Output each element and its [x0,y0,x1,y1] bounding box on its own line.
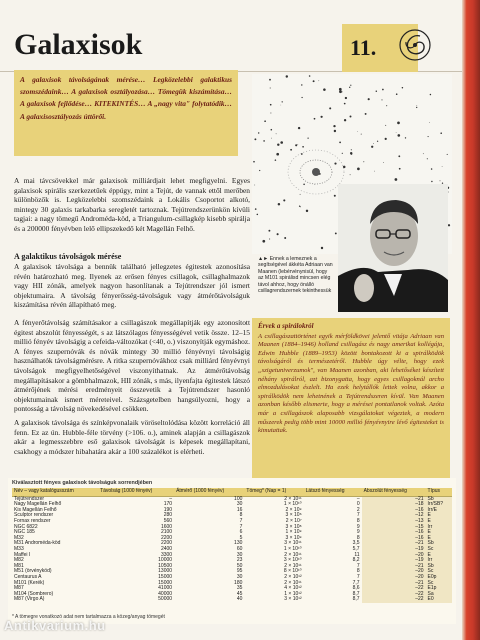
star-dot [397,134,400,137]
table-cell: 40 [236,596,243,603]
table-cell: 7 [356,512,360,519]
star-dot [282,101,283,102]
table-cell: 16 [236,506,243,513]
sidebar-text: A csillagászattörténet egyik mérföldkövei jelentő vitája Adriaan van Maanen (1884–1946) holland csillagász és nagy amerikai kollégája, Edwin Hubble (1889–1953) között bontakozott ki a spirálködök távolságáról és természetéről. Hubble úgy vélte, hogy ezek „szigetuniverzumok", van Maanen azonban, aki lehetőséket készített néhány spirálról, azt bizonygatta, hogy egyes csillagoknál archo elmozdulásokat észlelt. Ha ezek helytállók lettek volna, akkor a spirálködök nem lehetnének a Tejútrendszeren kívül. Van Maanen azonban később elismerte, hogy a mérései pontatlanok voltak. Azóta már a csillagászok alaposabb vizsgálatokat végeztek, a modern műszerek pedig több mint 10000 millió fényévnyire lévő égitesteket is kimutattak. [258,332,444,435]
star-dot [349,87,350,88]
table-header-cell: Név – vagy katalógusszám [12,488,98,496]
star-dot [363,161,364,162]
table-cell: E [426,519,452,525]
table-cell: 2 × 10¹¹ [284,551,302,558]
table-cell: 30 [236,573,243,580]
book-edge [462,0,480,640]
table-cell: 2 × 10¹¹ [284,495,302,502]
star-dot [345,97,347,99]
watermark: Antikvarium.hu [4,618,106,633]
star-dot [270,88,271,89]
table-cell: 3 × 10⁶ [285,512,302,519]
table-cell: 560 [163,517,173,524]
table-cell: 2200 [160,540,173,547]
table-cell: 10500 [158,562,173,569]
table-cell: 11 [354,551,360,558]
table-cell: 3 × 10¹⁰ [283,557,302,564]
paragraph-intro: A mai távcsövekkel már galaxisok milliárdjait lehet megfigyelni. Egyes galaxisok spirális szerkezetűek éppúgy, mint a Tejút, de vannak ettől merőben különbözők is. Legközelebbi szomszédaink a Lokális Csoportot alkotó, mintegy 30 galaxis tarkabarka seregletét tartoznak. Tejútrendszerünkön kívüli tagjai: a nagy tömegű Androméda-köd, a Triangulum-csillagkép kisebb spirálja és a 200000 fényévben lelő ellipszekedő két Magellán Felhő. [14,176,250,233]
table-cell: –22 [362,586,426,592]
table-cell: Irr/E [426,508,452,514]
star-dot [385,138,387,140]
star-dot [333,125,335,127]
table-cell: 3300 [160,551,173,558]
star-dot [342,153,343,154]
chapter-number: 11. [350,35,377,60]
star-dot [440,180,441,181]
table-cell: –21 [362,564,426,570]
table-cell: Irr/SB? [426,502,452,508]
table-cell: 2 [356,506,360,513]
star-dot [254,138,256,140]
star-dot [431,181,432,182]
star-dot [351,149,352,150]
table-cell: E [426,536,452,542]
table-cell: 8 × 10¹⁰ [283,568,302,575]
star-dot [397,122,400,125]
table-cell: 130 [234,540,243,547]
star-dot [270,113,271,114]
sidebar-box [252,318,450,478]
table-cell: 15000 [158,573,173,580]
star-dot [429,122,430,123]
star-dot [276,133,277,134]
table-cell: Nagy Magellán Felhő [14,501,62,508]
table-cell: 7 [356,573,360,580]
table-header-cell: Típus [426,488,452,496]
table-cell: 3 × 10⁹ [285,534,302,541]
star-dot [339,88,342,91]
star-dot [344,119,346,121]
star-dot [405,137,406,138]
star-dot [262,240,265,243]
star-dot [365,113,367,115]
star-dot [277,143,279,145]
table-cell: M31 Androméda-köd [14,540,61,547]
table-header-cell: Átmérő (1000 fényév) [174,488,244,496]
star-dot [301,84,302,85]
table-cell: 180 [234,579,243,586]
star-dot [383,162,384,163]
star-dot [395,178,398,181]
star-dot [377,141,378,142]
star-dot [254,185,255,186]
star-dot [284,237,286,239]
table-cell: 60 [236,545,243,552]
table-cell: –21 [362,496,426,502]
table-cell: 8 [356,568,360,575]
intro-summary: A galaxisok távolságának mérése… Legközelebbi galaktikus szomszédaink… A galaxisok osztályozása… Tömegük kiszámítása… A galaxisok fejlődése… KITEKINTÉS… A „nagy vita" folytatódik… A galaxisosztályozás úttörői. [14,70,238,156]
table-cell: Sculptor rendszer [14,512,54,519]
table-cell: 2 × 10¹² [284,573,302,580]
table-cell: Tejútrendszer [14,495,45,502]
star-dot [334,130,336,132]
galaxy-table-section [8,478,456,624]
table-header-cell: Látszó fényesség [304,488,362,496]
page-title: Galaxisok [14,28,143,61]
table-cell: 1 × 10¹² [284,590,302,597]
section-heading: A galaktikus távolságok mérése [14,252,122,261]
star-dot [381,99,382,100]
table-cell: 2 × 10⁷ [285,517,302,524]
table-cell: 15000 [158,579,173,586]
table-cell: 5 [239,534,243,541]
star-dot [431,168,433,170]
star-dot [278,203,280,205]
table-cell: Sa [426,592,452,598]
star-dot [300,194,301,195]
star-dot [323,88,326,91]
star-dot [303,184,305,186]
star-dot [301,97,302,98]
table-cell: –19 [362,558,426,564]
star-dot [423,153,424,154]
table-cell: Irr [426,525,452,531]
star-dot [386,105,387,106]
table-cell: –19 [362,547,426,553]
table-cell: 3,5 [352,540,360,547]
table-cell: Sb [426,496,452,502]
table-header-row [12,488,452,496]
table-cell: 1 × 10¹⁰ [283,545,302,552]
table-cell: 2 × 10⁹ [285,506,302,513]
star-dot [334,195,336,197]
star-dot [297,144,298,145]
table-cell: Kis Magellán Felhő [14,506,57,513]
table-cell: 2200 [160,534,173,541]
table-cell: NGC 185 [14,529,35,536]
table-cell: 35 [236,585,243,592]
star-dot [361,134,362,135]
star-dot [350,116,352,118]
table-cell: 50000 [158,596,173,603]
table-cell: M82 [14,557,24,564]
star-dot [306,210,308,212]
table-cell: 5,7 [352,545,360,552]
table-cell: – [356,495,360,502]
table-cell: Sb [426,564,452,570]
star-dot [428,136,429,137]
star-dot [351,153,353,155]
star-dot [281,105,282,106]
paragraph-luminosity: A fényerőtávolság számításakor a csillagászok megállapítják egy azonosított égitest abszolút fényességét, s az látszólagos fényességével vetik össze. 12–15 millió fényév távolságig a cefeida-változókat (<40, o.) viszonyítják egymáshoz. A fényes szupernóvák és nóvák mintegy 30 millió fényévnyi távolságig használhatók távolságmérésre. A ritka szupernóvákhoz csak milliárd fényévnyi távolságok megfigyelhetőségével viszonyíthatnak. Az átmérőtávolság megállapításakor a gömbhalmazok, HII zónák, s más, ilyenfajta égitestek látszó átmérőjének mérési eredményeit összevetik a Tejútrendszer hasonló objektumainak ismert méreteivel. Százsgetelben hangsúlyozni, hogy a pontosság a távolság növekedésével csökken. [14,318,250,414]
star-dot [342,92,343,93]
star-dot [374,171,375,172]
paragraph-distance: A galaxisok távolsága a bennük található jellegzetes égitestek azonosítása révén határozható meg. Ilyenek az erősen fényes csillagok, csillaghalmazok vagy HII zónák, amelyek nagyon hasonlítanak a Tejútrendszer jól ismert objektumaira. A távolság fényerősség-távolságuk vagy átmérőtávolságuk kiszámítása révén állapítható meg. [14,262,250,310]
star-dot [286,75,288,77]
star-dot [276,153,279,156]
table-cell: 7 [239,523,243,530]
star-dot [329,107,331,109]
table-cell: 30 [236,551,243,558]
table-footnote: * A tömegre vonatkozó adat nem tartalmazza a közeg/anyag tömegét [12,614,165,620]
table-cell: E0p [426,575,452,581]
star-dot [302,146,304,148]
star-dot [396,132,397,133]
table-cell: Maffei I [14,551,31,558]
table-cell: 280 [163,512,173,519]
star-dot [307,137,308,138]
star-dot [339,142,341,144]
table-cell: M87 (Virgo A) [14,596,45,603]
table-cell: –12 [362,513,426,519]
table-cell: 8,6 [352,585,360,592]
table-cell: 7,7 [352,579,360,586]
star-dot [371,146,373,148]
star-dot [427,158,428,159]
star-dot [343,166,346,169]
table-cell: – [169,495,173,502]
table-cell: 1600 [160,523,173,530]
table-cell: 3 × 10¹² [284,596,302,603]
star-dot [416,105,417,106]
table-cell: 50 [236,562,243,569]
table-cell: 95 [236,568,243,575]
star-dot [321,247,323,249]
table-cell: 30 [236,501,243,508]
star-dot [269,238,270,239]
table-header-cell: Abszolút fényesség [362,488,426,496]
table-cell: M81 [14,562,24,569]
star-dot [399,168,401,170]
star-dot [253,161,255,163]
star-dot [382,89,384,91]
table-cell: 100 [234,495,243,502]
table-cell: E [426,530,452,536]
star-dot [271,129,273,131]
star-dot [320,116,322,118]
star-dot [270,104,272,106]
table-cell: Centaurus A [14,573,42,580]
star-dot [344,103,346,105]
star-dot [402,87,403,88]
star-dot [447,154,448,155]
table-cell: Irr [426,558,452,564]
table-cell: Fornax rendszer [14,517,51,524]
star-dot [350,174,351,175]
star-dot [277,233,279,235]
table-cell: –13 [362,519,426,525]
table-cell: –20 [362,569,426,575]
star-dot [268,230,270,232]
table-cell: 190 [163,506,173,513]
star-dot [318,80,319,81]
table-cell: –22 [362,592,426,598]
star-dot [334,163,336,165]
star-dot [357,131,358,132]
table-cell: 2100 [160,529,173,536]
star-dot [295,144,297,146]
table-cell: –15 [362,525,426,531]
table-cell: 3 × 10¹¹ [284,540,302,547]
table-cell: –21 [362,541,426,547]
star-dot [269,79,271,81]
table-cell: 8,7 [352,590,360,597]
table-cell: M33 [14,545,24,552]
star-dot [313,80,315,82]
astronomer-portrait [338,184,448,312]
star-dot [335,232,337,234]
table-header-cell: Távolság (1000 fényév) [98,488,174,496]
star-dot [357,168,360,171]
star-dot [442,166,443,167]
table-cell: 2 × 10¹¹ [284,579,302,586]
star-dot [258,132,259,133]
table-cell: E1p [426,586,452,592]
star-dot [298,127,300,129]
table-cell: E [426,513,452,519]
table-cell: 3 × 10⁸ [285,523,302,530]
table-header-cell: Tömeg* (Nap = 1) [244,488,303,496]
table-cell: M51 (örvényköd) [14,568,52,575]
table-cell: 9 [356,529,360,536]
table-cell: –21 [362,581,426,587]
table-cell: 1 × 10⁹ [285,529,302,536]
table-cell: –16 [362,508,426,514]
star-dot [440,132,442,134]
table-cell: M32 [14,534,24,541]
table-cell: 170 [163,501,173,508]
table-cell: –18 [362,502,426,508]
table-cell: 40000 [158,590,173,597]
star-dot [416,107,417,108]
table-cell: 7 [356,562,360,569]
star-dot [373,143,374,144]
table-cell: M104 (Sombrero) [14,590,54,597]
star-dot [283,199,285,201]
star-dot [299,206,300,207]
page-header [0,0,462,72]
paragraph-hubble: A galaxisok távolsága és színképvonalaik vöröseltolódása között korreláció áll fenn. Ez az ún. Hubble-féle törvény (>106. o.), aminek alapján a csillagászok akár a legmesszebbre eső galaxisok távolságát is képesek megállapítani, csakhogy a módszer hibahatára akár a 100 százalékot is elérheti. [14,418,250,456]
star-dot [339,90,342,93]
table-cell: 8,7 [352,596,360,603]
table-cell: Sc [426,581,452,587]
figure-caption: ▲► Ennek a lemeznek a segítségével ákkéta Adriaan van Maanen (lebérvénynisül, hogy az M101 spirálisd mincsen elég távol ahhoz, hogy önálló csillagrendszernek tekinthessük [258,256,333,295]
sidebar-title: Érvek a spirálokról [258,322,314,330]
table-cell: 0 [356,501,360,508]
star-dot [398,155,400,157]
table-cell: 23 [236,557,243,564]
table-cell: –16 [362,530,426,536]
table-cell: 8,2 [352,557,360,564]
star-dot [309,75,311,77]
table-cell: 13000 [158,568,173,575]
table-cell: Sc [426,569,452,575]
table-cell: 8 [356,534,360,541]
table-cell: E0 [426,597,452,603]
table-cell: –16 [362,536,426,542]
table-cell: Sc [426,547,452,553]
table-caption: Kiválasztott fényes galaxisok távolságuk sorrendjében [12,480,153,486]
table-cell: 41000 [158,585,173,592]
star-dot [350,85,351,86]
table-cell: 2 × 10¹¹ [284,562,302,569]
table-cell: 9 [356,523,360,530]
star-dot [385,125,386,126]
spiral-galaxy-icon [398,28,432,62]
star-dot [396,93,398,95]
table-cell: 6 [239,529,243,536]
table-cell: E [426,553,452,559]
table-cell: 7 [239,517,243,524]
table-cell: M101 (Kerék) [14,579,45,586]
table-cell: –20 [362,575,426,581]
star-dot [263,140,265,142]
table-cell: 8 [239,512,243,519]
star-dot [290,149,292,151]
table-cell: 45 [236,590,243,597]
table-row [12,597,452,603]
star-dot [448,224,450,226]
star-dot [368,98,370,100]
table-cell: 4 × 10¹² [284,585,302,592]
star-dot [259,170,260,171]
star-dot [257,214,259,216]
star-dot [376,90,377,91]
star-dot [255,208,257,210]
table-cell: –22 [362,597,426,603]
table-cell: M87 [14,585,24,592]
table-cell: Sb [426,541,452,547]
table-cell: 8 [356,517,360,524]
star-dot [430,94,432,96]
table-cell: 1 × 10¹⁰ [283,501,302,508]
star-dot [280,141,283,144]
star-dot [314,118,316,120]
galaxy-table [12,488,452,603]
table-cell: –20 [362,553,426,559]
star-dot [271,138,272,139]
table-cell: 10000 [158,557,173,564]
star-dot [264,120,266,122]
star-dot [275,159,277,161]
table-cell: NGC 6822 [14,523,38,530]
table-cell: 2400 [160,545,173,552]
